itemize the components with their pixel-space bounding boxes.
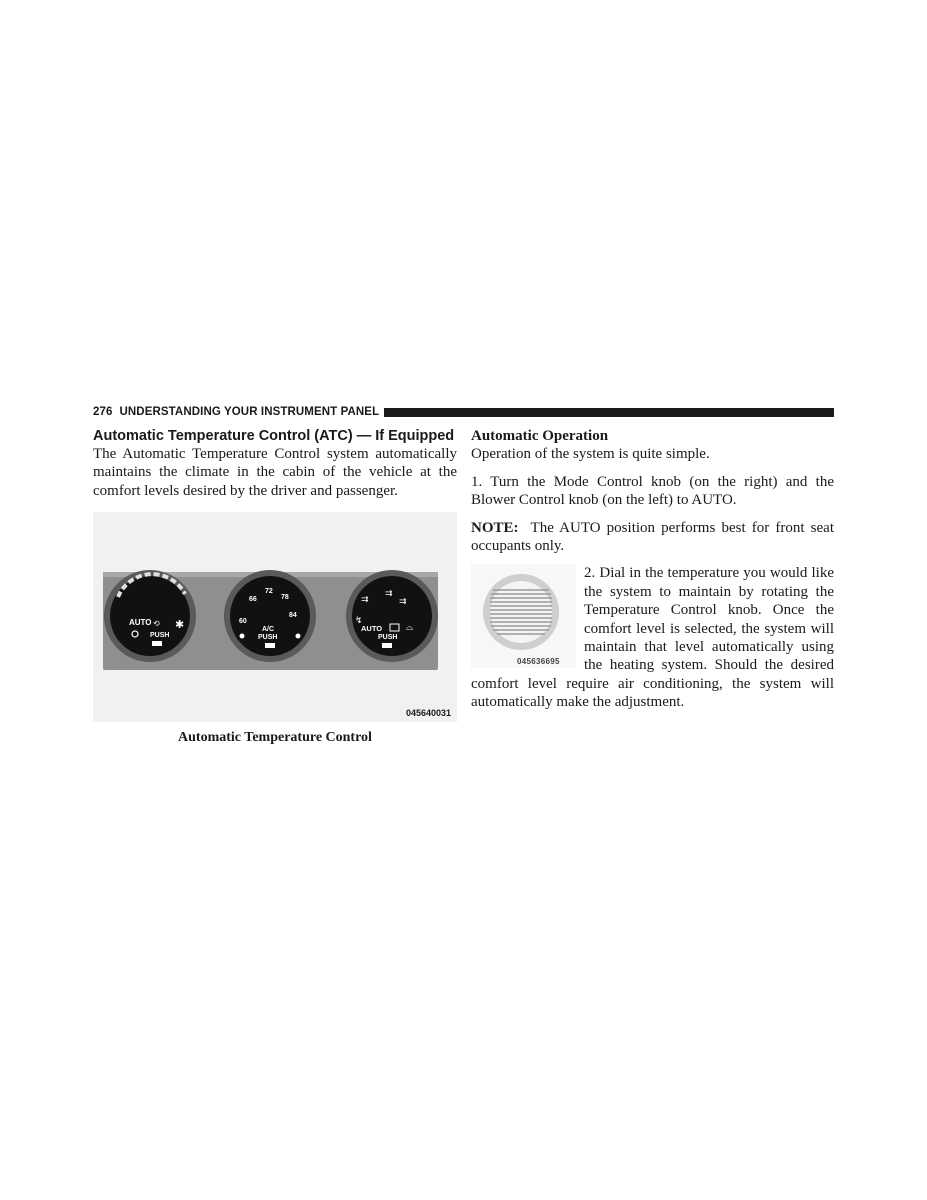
temp-scale-84: 84	[289, 612, 297, 620]
inset-code: 045636695	[517, 657, 560, 667]
page-number: 276	[93, 406, 113, 418]
ac-label: A/C	[262, 626, 275, 634]
left-push-label: PUSH	[150, 632, 170, 640]
intro-paragraph: The Automatic Temperature Control system automatically maintains the climate in the cabin of the vehicle at the comfort levels desired by the driver and passenger.	[93, 446, 457, 499]
climate-panel-illustration	[93, 512, 457, 722]
mode-vent-icon: ⇉	[361, 595, 369, 606]
mode-floor-icon: ⇉	[399, 597, 407, 608]
temperature-dial-inset	[471, 564, 576, 668]
defrost-icon: ⌓	[406, 623, 414, 634]
left-column	[93, 427, 457, 746]
climate-control-figure	[93, 512, 457, 722]
step-2: 2. Dial in the temperature you would like the system to maintain by rotating the Temperature Control knob. Once the comfort level is selected, the system will maintain that level automatically using the heating system. Should the desired comfort level require air conditioning, the system will automatically make the adjustment.	[471, 565, 834, 711]
mode-mix-icon: ↯	[355, 616, 363, 627]
step-1: 1. Turn the Mode Control knob (on the right) and the Blower Control knob (on the left) to AUTO.	[471, 473, 834, 509]
temperature-dial-illustration	[471, 564, 576, 668]
mode-knob	[346, 570, 438, 662]
right-column	[471, 427, 834, 712]
left-auto-label: AUTO	[129, 618, 152, 628]
right-auto-label: AUTO	[361, 624, 383, 634]
header-rule	[384, 408, 834, 417]
figure-code: 045640031	[405, 708, 451, 719]
temp-scale-60: 60	[239, 618, 247, 626]
mode-bilevel-icon: ⇉	[385, 589, 393, 600]
section-heading: Automatic Temperature Control (ATC) — If Equipped	[93, 428, 455, 444]
temp-scale-78: 78	[281, 594, 289, 602]
note-label: NOTE:	[471, 519, 519, 536]
note-text: The AUTO position performs best for front seat occupants only.	[471, 519, 834, 555]
subsection-heading: Automatic Operation	[471, 428, 609, 444]
fan-icon: ✱	[175, 618, 185, 632]
note-paragraph	[471, 519, 834, 556]
right-push-label: PUSH	[378, 634, 398, 642]
running-header	[93, 405, 834, 419]
center-push-label: PUSH	[258, 634, 278, 642]
temp-scale-72: 72	[265, 588, 273, 596]
step-2-block	[471, 564, 834, 711]
section-title: UNDERSTANDING YOUR INSTRUMENT PANEL	[119, 406, 380, 418]
temperature-knob	[224, 570, 316, 662]
figure-caption: Automatic Temperature Control	[178, 730, 372, 746]
intro-line: Operation of the system is quite simple.	[471, 446, 710, 463]
blower-knob	[104, 570, 196, 662]
temp-scale-66: 66	[249, 596, 257, 604]
recirculation-icon: ⟲	[153, 619, 160, 629]
